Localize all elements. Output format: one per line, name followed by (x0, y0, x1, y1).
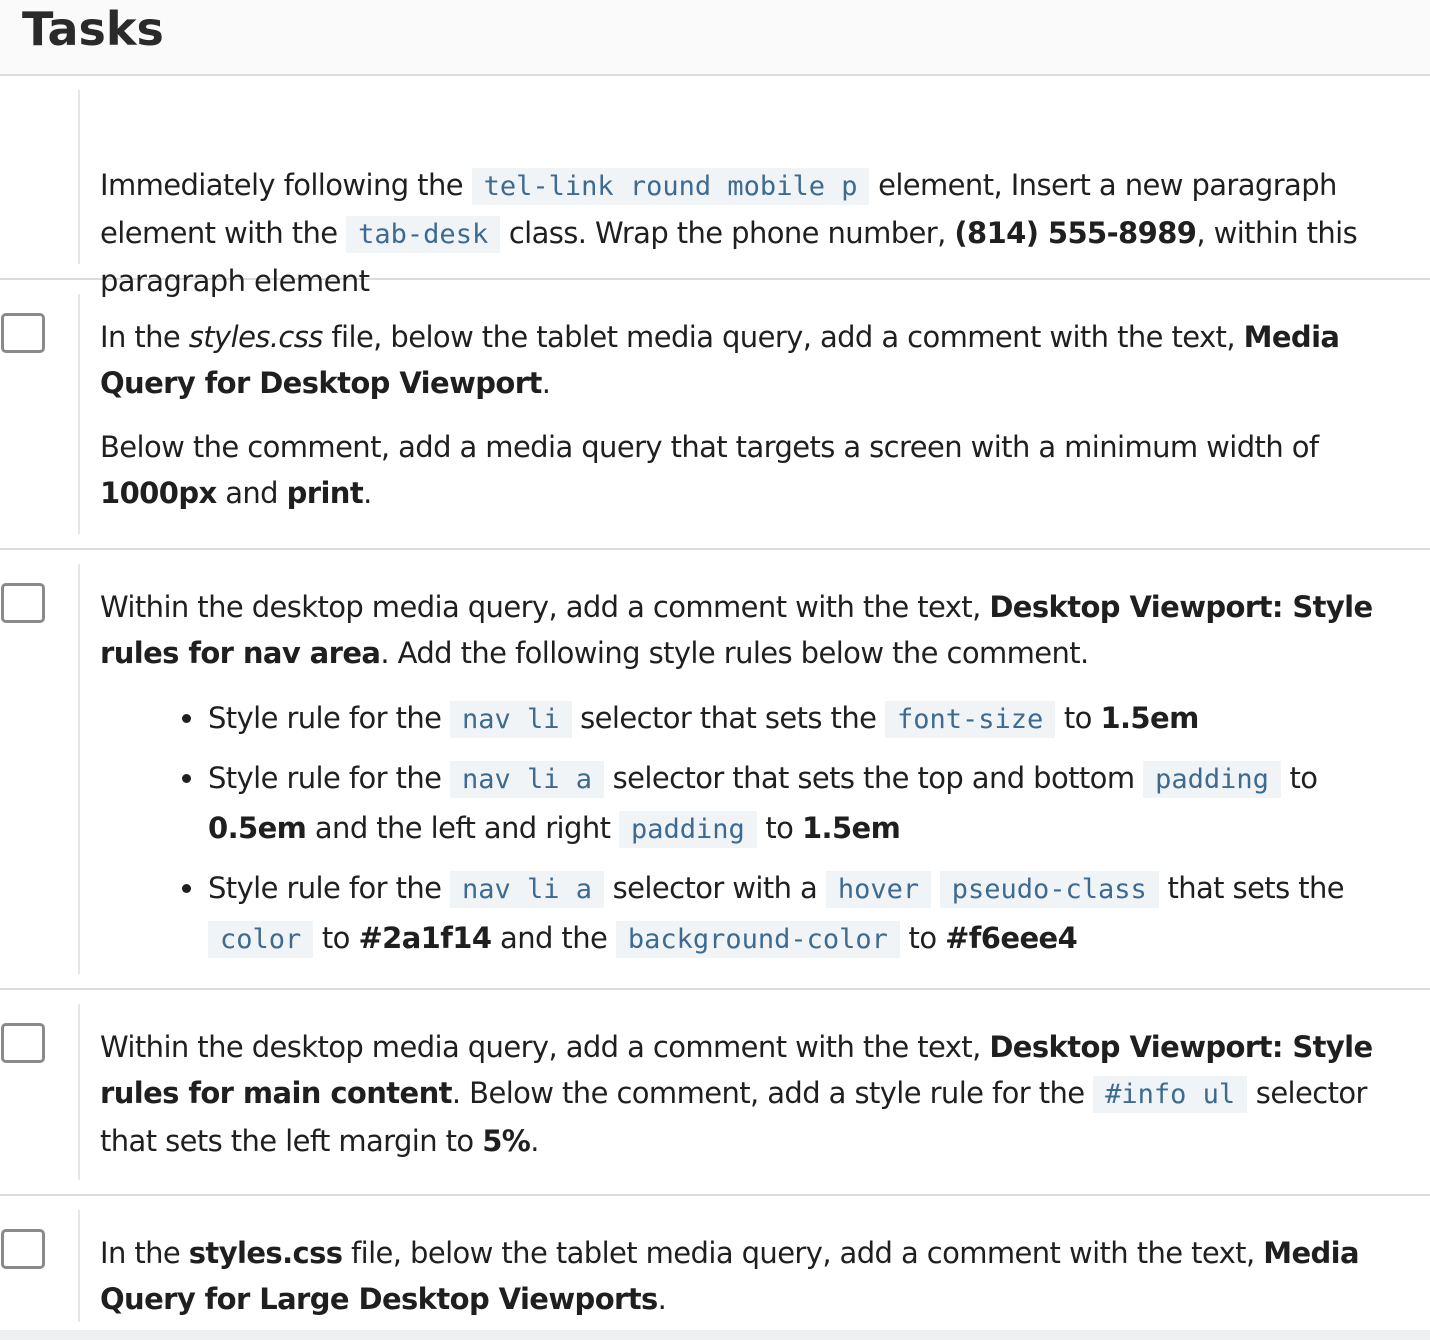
task-item-2 (0, 280, 1430, 550)
text: to (313, 921, 359, 955)
value: 1.5em (801, 811, 901, 845)
text: In the (100, 1236, 189, 1270)
text: . (363, 476, 372, 510)
task-text (100, 584, 1400, 676)
text: Within the desktop media query, add a comment with the text, (100, 590, 990, 624)
text: . (530, 1124, 539, 1158)
phone-number: (814) 555-8989 (954, 216, 1197, 250)
text: that sets the (1158, 871, 1344, 905)
code-property: padding (1143, 761, 1281, 798)
code-property: padding (619, 811, 757, 848)
code-property: font-size (885, 701, 1055, 738)
text: file, below the tablet media query, add a comment with the text, (342, 1236, 1264, 1270)
style-rules-list (100, 694, 1400, 964)
task-checkbox[interactable] (1, 1023, 45, 1063)
text: selector with a (604, 871, 826, 905)
task-text (100, 424, 1400, 516)
code-selector: nav li (450, 701, 572, 738)
code-tab-desk: tab-desk (346, 216, 500, 253)
text: and (216, 476, 287, 510)
min-width-value: 1000px (100, 476, 217, 510)
task-text (100, 1024, 1400, 1164)
task-text (100, 314, 1400, 406)
task-content (100, 314, 1400, 516)
code-pseudo-class: pseudo-class (940, 871, 1159, 908)
value: 1.5em (1100, 701, 1199, 735)
text: In the (100, 320, 189, 354)
bottom-bar (0, 1330, 1430, 1340)
text: selector that sets the (571, 701, 885, 735)
task-text (100, 1230, 1400, 1322)
text: . (541, 366, 551, 400)
text: . (657, 1282, 667, 1316)
task-divider-line (78, 1210, 80, 1322)
media-type: print (286, 476, 364, 510)
text: to (1280, 761, 1318, 795)
text: selector that sets the top and bottom (604, 761, 1144, 795)
task-item-1 (0, 76, 1430, 298)
value: #f6eee4 (945, 921, 1078, 955)
task-checkbox[interactable] (1, 583, 45, 623)
text: to (756, 811, 802, 845)
task-content (100, 1024, 1400, 1164)
page-title: Tasks (22, 2, 164, 56)
text: selector that sets the left margin to (100, 1076, 1367, 1158)
code-selector: nav li a (450, 761, 604, 798)
task-divider-line (78, 294, 80, 534)
comment-text: Media Query for Desktop Viewport (100, 320, 1340, 400)
filename: styles.css (188, 1236, 343, 1270)
text: Below the comment, add a media query that targets a screen with a minimum width of (100, 430, 1319, 464)
text: , within this paragraph element (100, 216, 1358, 298)
list-item (100, 694, 1400, 744)
text: Style rule for the (208, 871, 450, 905)
task-divider-line (78, 564, 80, 974)
task-content (100, 1230, 1400, 1322)
code-property: background-color (616, 921, 900, 958)
task-divider-line (78, 90, 80, 264)
task-checkbox[interactable] (1, 1229, 45, 1269)
text: element, Insert a new paragraph element with the (100, 168, 1337, 250)
value: 5% (482, 1124, 531, 1158)
code-tel-link: tel-link round mobile p (472, 168, 870, 205)
text: Style rule for the (208, 761, 450, 795)
task-item-5 (0, 1196, 1430, 1336)
task-content (100, 584, 1400, 974)
list-item (100, 754, 1400, 854)
code-pseudo: hover (826, 871, 931, 908)
task-item-4 (0, 990, 1430, 1196)
text: Within the desktop media query, add a comment with the text, (100, 1030, 990, 1064)
text: Style rule for the (208, 701, 450, 735)
filename: styles.css (188, 320, 323, 354)
comment-text: Desktop Viewport: Style rules for main content (100, 1030, 1373, 1110)
text: file, below the tablet media query, add a comment with the text, (322, 320, 1244, 354)
text: and the left and right (306, 811, 619, 845)
code-selector: nav li a (450, 871, 604, 908)
text: Immediately following the (100, 168, 472, 202)
value: #2a1f14 (358, 921, 492, 955)
tasks-header (0, 0, 1430, 76)
text: . Below the comment, add a style rule for the (451, 1076, 1094, 1110)
code-selector: #info ul (1093, 1076, 1247, 1113)
task-divider-line (78, 1004, 80, 1180)
value: 0.5em (208, 811, 307, 845)
comment-text: Media Query for Large Desktop Viewports (100, 1236, 1359, 1316)
comment-text: Desktop Viewport: Style rules for nav area (100, 590, 1373, 670)
text: . Add the following style rules below the comment. (380, 636, 1089, 670)
list-item (100, 864, 1400, 964)
text: to (899, 921, 946, 955)
text: and the (491, 921, 616, 955)
code-property: color (208, 921, 313, 958)
text: to (1055, 701, 1101, 735)
task-checkbox[interactable] (1, 313, 45, 353)
text: class. Wrap the phone number, (500, 216, 955, 250)
task-item-3 (0, 550, 1430, 990)
